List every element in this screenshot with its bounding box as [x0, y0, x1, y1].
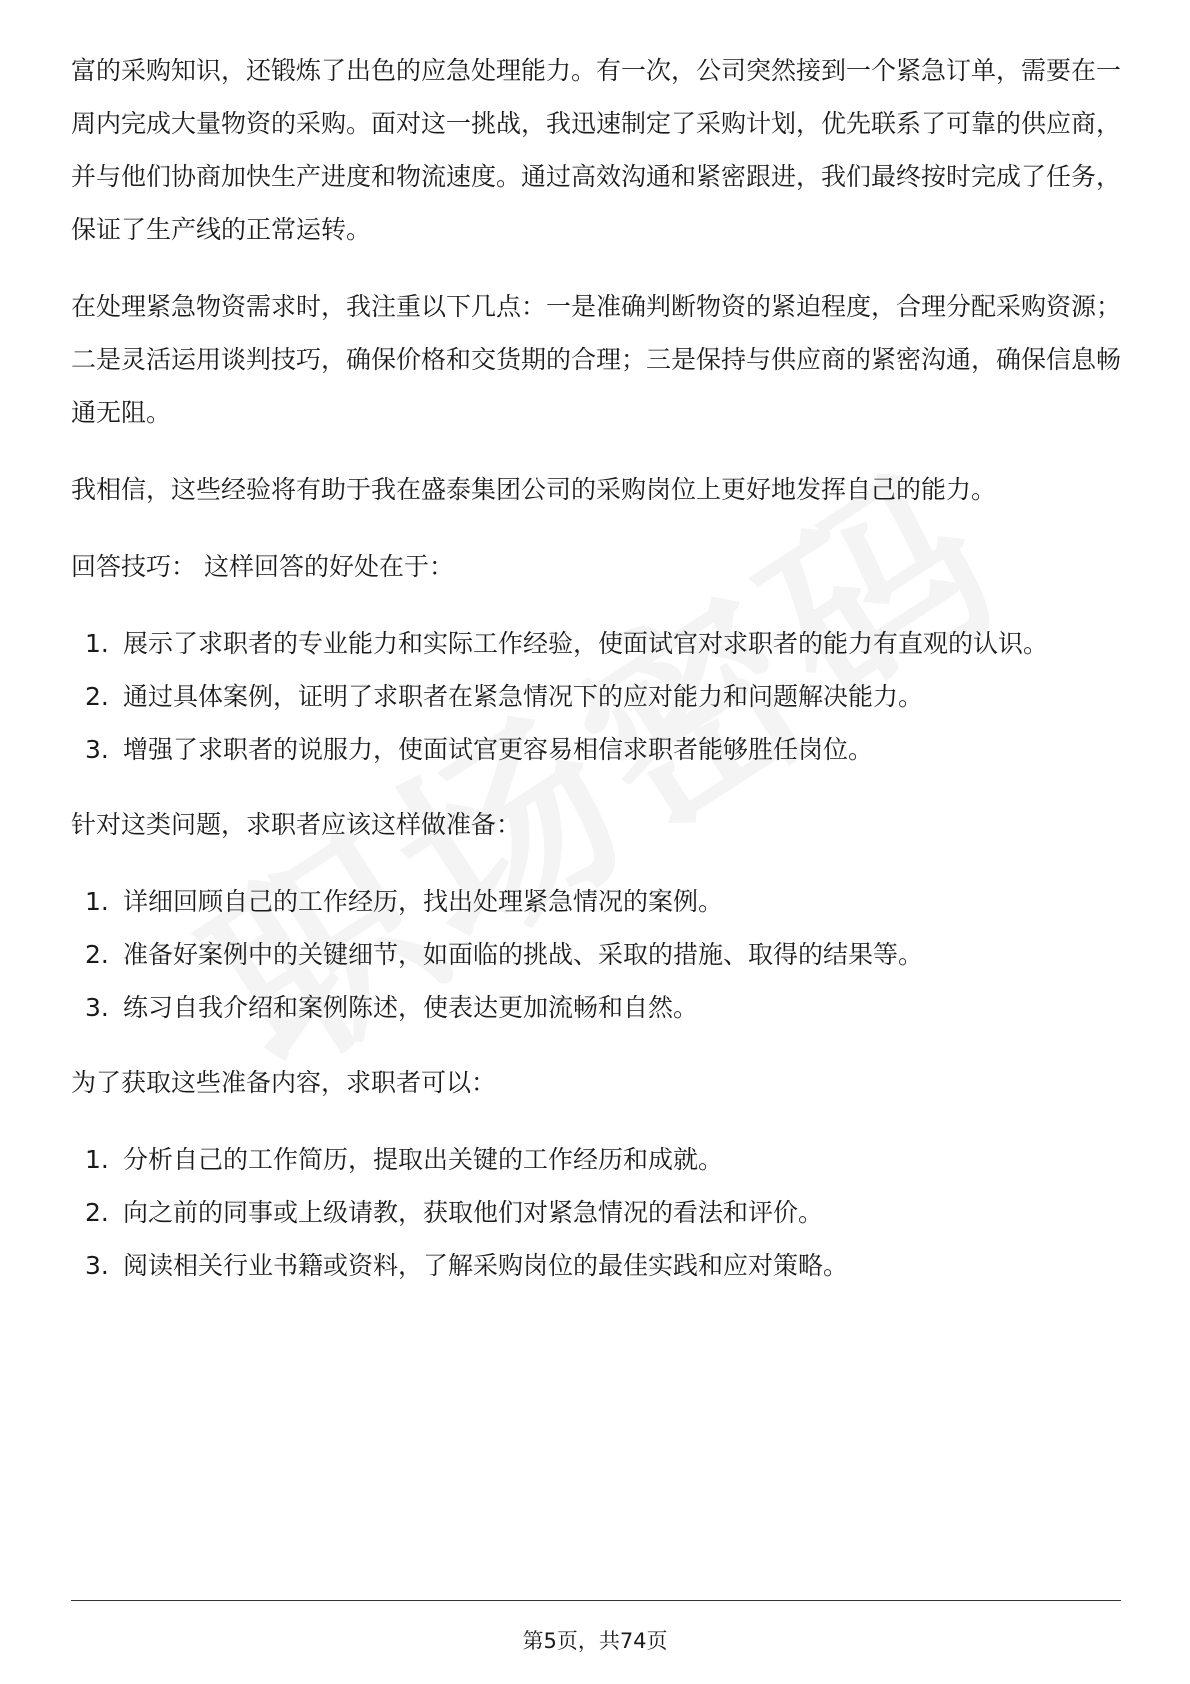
list-item: [71, 1186, 1121, 1239]
list-text: 通过具体案例，证明了求职者在紧急情况下的应对能力和问题解决能力。: [123, 682, 924, 711]
list-number: 2.: [85, 682, 109, 711]
tips-heading: 回答技巧： 这样回答的好处在于：: [71, 552, 454, 581]
list-number: 1.: [85, 887, 109, 916]
page-number: 第5页，共74页: [522, 1629, 668, 1653]
list-number: 3.: [85, 1251, 109, 1280]
list-number: 2.: [85, 940, 109, 969]
paragraph-conclusion: 我相信，这些经验将有助于我在盛泰集团公司的采购岗位上更好地发挥自己的能力。: [71, 475, 997, 504]
prep-heading: 针对这类问题，求职者应该这样做准备：: [71, 810, 522, 839]
list-number: 1.: [85, 1145, 109, 1174]
list-item: [71, 981, 1121, 1034]
footer-divider: [71, 1600, 1121, 1601]
list-number: 3.: [85, 735, 109, 764]
obtain-list: [71, 1133, 1121, 1292]
list-item: [71, 617, 1121, 670]
list-text: 准备好案例中的关键细节，如面临的挑战、采取的措施、取得的结果等。: [123, 940, 924, 969]
paragraph-experience: 富的采购知识，还锻炼了出色的应急处理能力。有一次，公司突然接到一个紧急订单，需要在一周内完成大量物资的采购。面对这一挑战，我迅速制定了采购计划，优先联系了可靠的供应商，并与他们协商加快生产进度和物流速度。通过高效沟通和紧密跟进，我们最终按时完成了任务，保证了生产线的正常运转。: [71, 56, 1122, 244]
list-text: 展示了求职者的专业能力和实际工作经验，使面试官对求职者的能力有直观的认识。: [123, 629, 1049, 658]
list-item: [71, 670, 1121, 723]
list-item: [71, 723, 1121, 776]
list-item: [71, 1239, 1121, 1292]
tips-list: [71, 617, 1121, 776]
prep-list: [71, 875, 1121, 1034]
list-item: [71, 1133, 1121, 1186]
list-text: 分析自己的工作简历，提取出关键的工作经历和成就。: [123, 1145, 724, 1174]
list-text: 向之前的同事或上级请教，获取他们对紧急情况的看法和评价。: [123, 1198, 824, 1227]
list-number: 1.: [85, 629, 109, 658]
document-body: [71, 44, 1121, 1314]
list-text: 阅读相关行业书籍或资料，了解采购岗位的最佳实践和应对策略。: [123, 1251, 849, 1280]
list-text: 增强了求职者的说服力，使面试官更容易相信求职者能够胜任岗位。: [123, 735, 874, 764]
list-item: [71, 928, 1121, 981]
list-number: 2.: [85, 1198, 109, 1227]
paragraph-key-points: 在处理紧急物资需求时，我注重以下几点：一是准确判断物资的紧迫程度，合理分配采购资源；二是灵活运用谈判技巧，确保价格和交货期的合理；三是保持与供应商的紧密沟通，确保信息畅通无阻。: [71, 292, 1122, 427]
list-text: 练习自我介绍和案例陈述，使表达更加流畅和自然。: [123, 993, 699, 1022]
list-number: 3.: [85, 993, 109, 1022]
list-text: 详细回顾自己的工作经历，找出处理紧急情况的案例。: [123, 887, 724, 916]
list-item: [71, 875, 1121, 928]
obtain-heading: 为了获取这些准备内容，求职者可以：: [71, 1068, 497, 1097]
